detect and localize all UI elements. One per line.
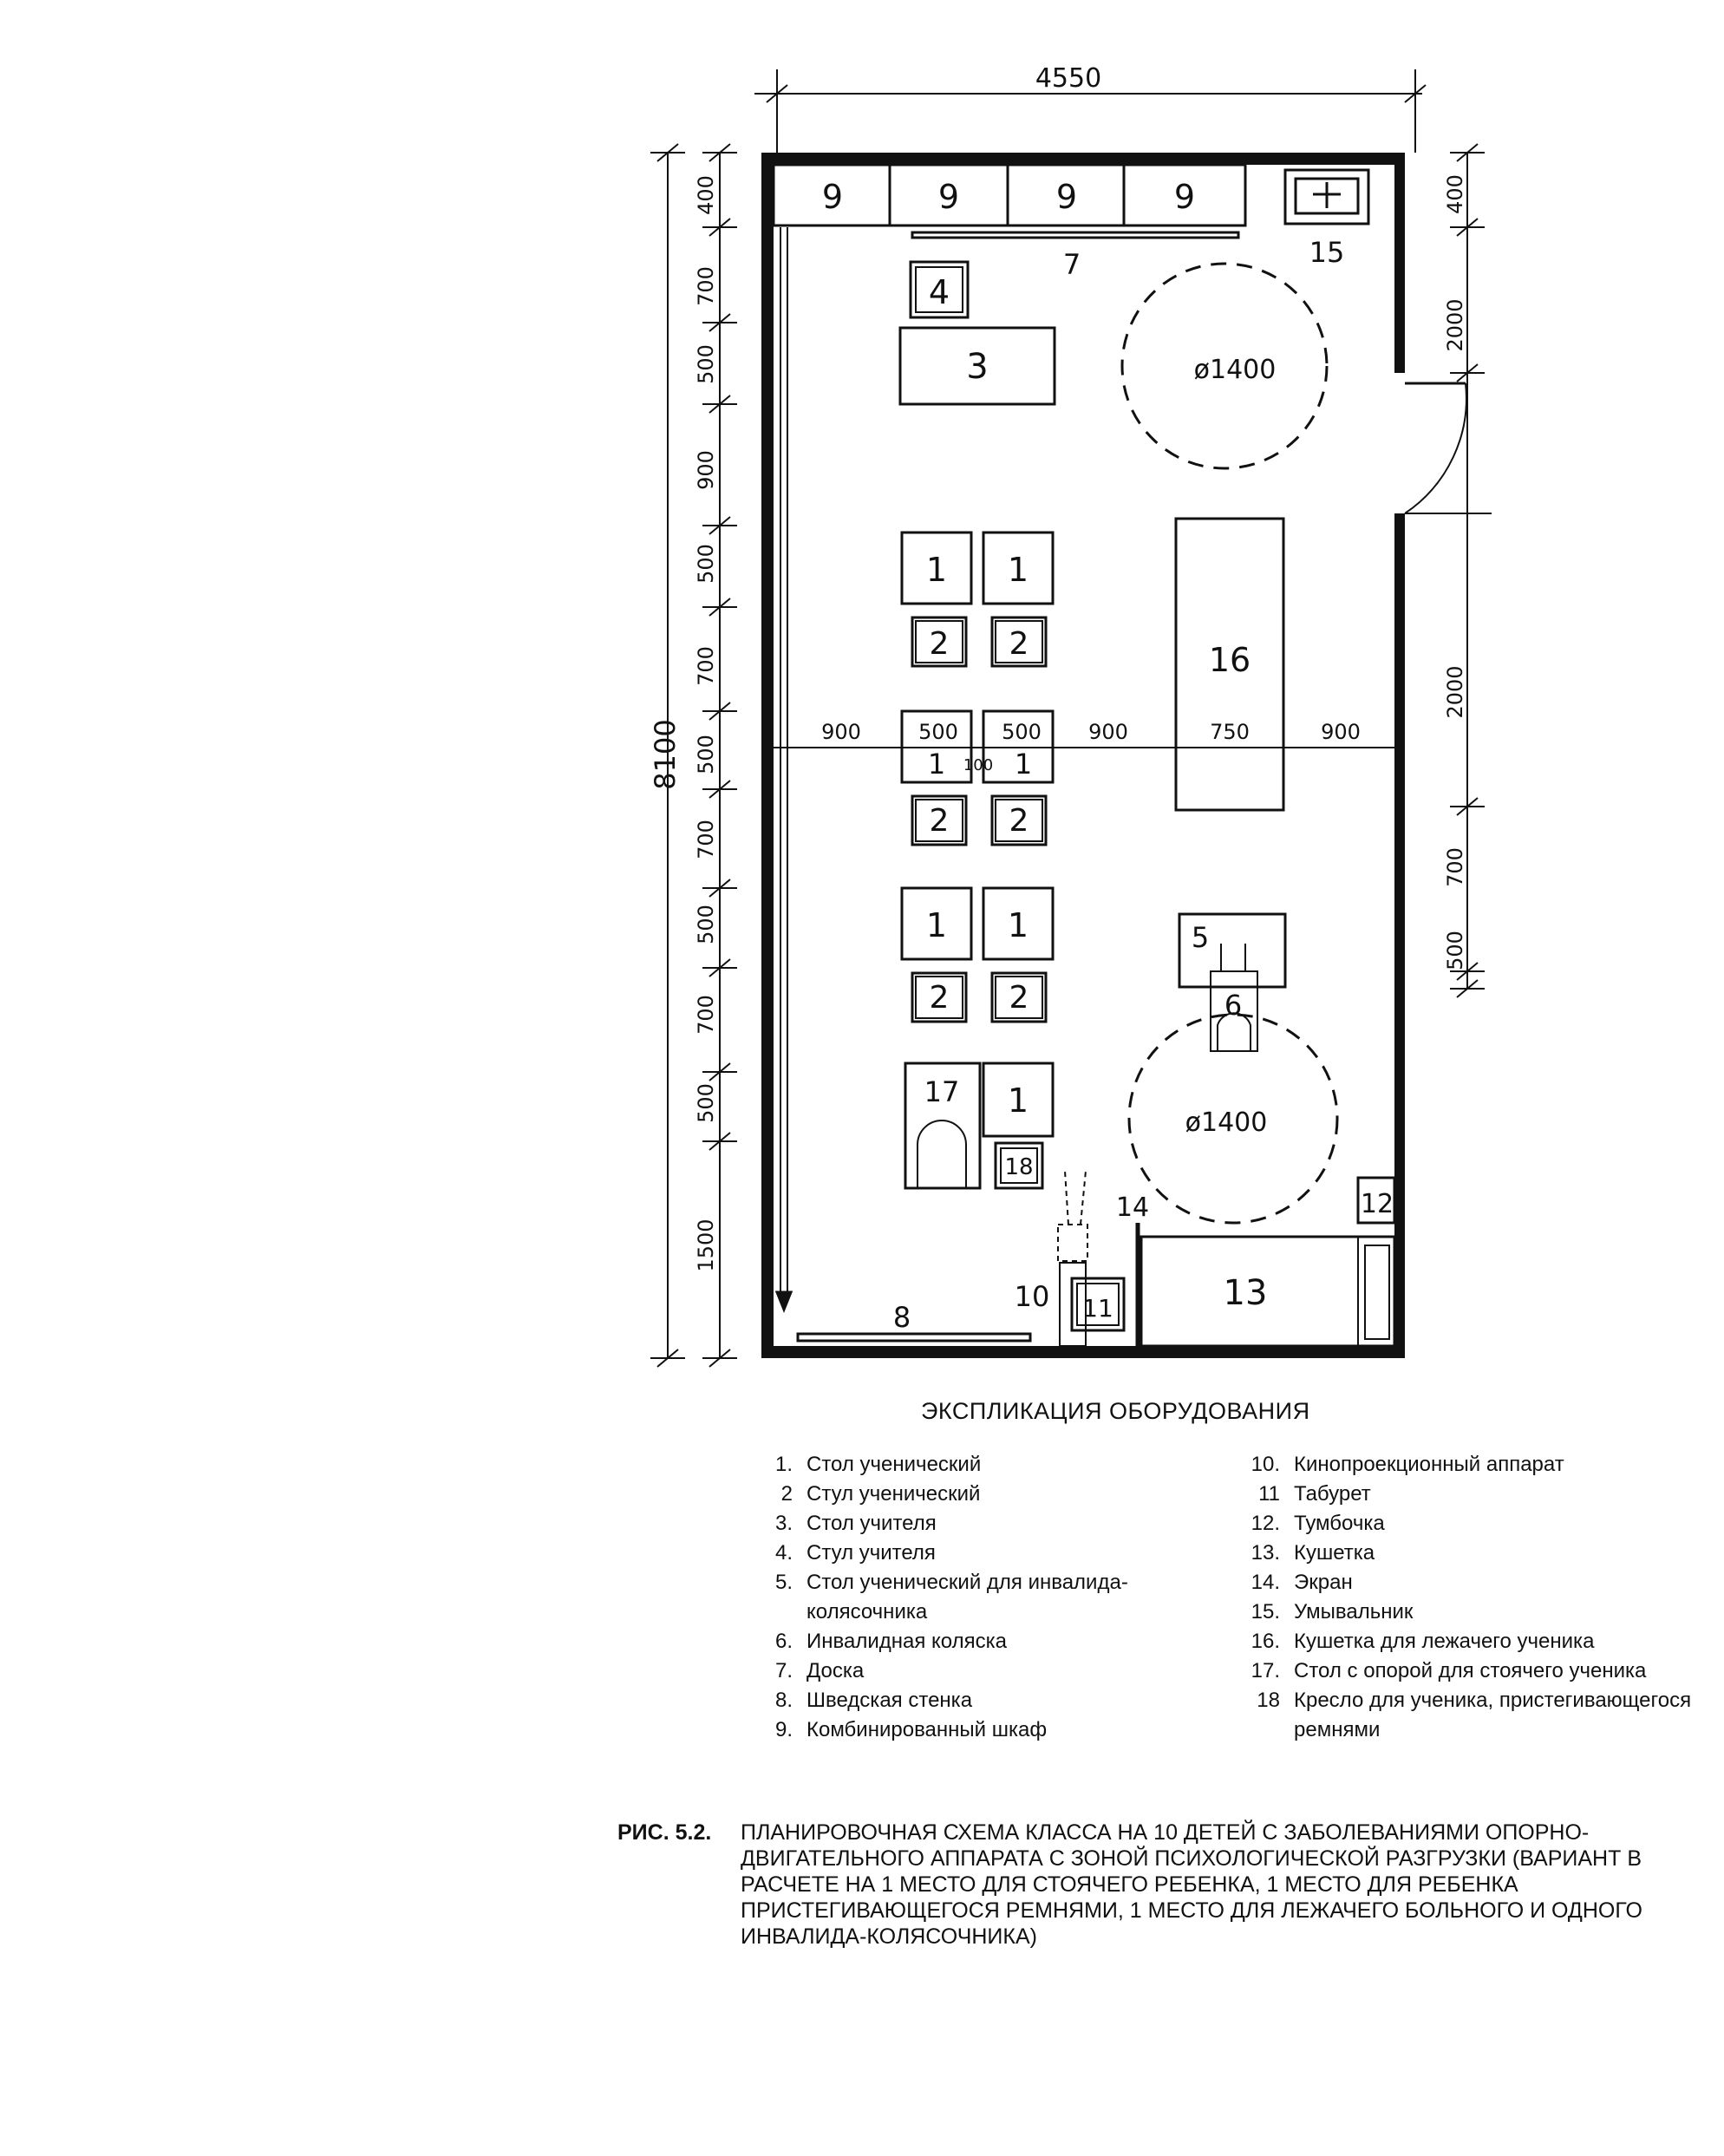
- label-1-r3a: 1: [925, 906, 948, 944]
- label-12: 12: [1360, 1189, 1394, 1219]
- left-dim-3: 900: [694, 450, 718, 490]
- legend-item-number: 2: [780, 1482, 793, 1506]
- legend-item-number: 12.: [1251, 1512, 1280, 1535]
- label-9a: 9: [821, 178, 844, 216]
- blackboard: [912, 232, 1238, 238]
- row-dim-4: 750: [1210, 720, 1250, 744]
- left-dim-7: 700: [694, 820, 718, 859]
- legend-item-number: 1.: [774, 1453, 793, 1476]
- caption-label: РИС. 5.2.: [617, 1820, 712, 1845]
- label-1-r1a: 1: [925, 551, 948, 589]
- legend-item-number: 17.: [1251, 1659, 1280, 1682]
- row-dim-3: 900: [1088, 720, 1128, 744]
- left-dim-2: 500: [694, 344, 718, 384]
- label-6: 6: [1224, 989, 1243, 1022]
- legend-item-text: Кушетка: [1294, 1541, 1375, 1565]
- legend-item: [1235, 1568, 1701, 1597]
- label-1-r4: 1: [1007, 1081, 1029, 1120]
- legend-item-number: 8.: [774, 1689, 793, 1712]
- label-8: 8: [892, 1301, 911, 1334]
- couch: [1141, 1237, 1394, 1346]
- label-2-r2a: 2: [929, 803, 950, 839]
- legend-left: [754, 1450, 1214, 1745]
- left-dim-5: 700: [694, 646, 718, 686]
- legend-item-number: 6.: [774, 1630, 793, 1653]
- left-dim-10: 500: [694, 1083, 718, 1123]
- legend-item-text: Стол учителя: [806, 1512, 937, 1535]
- legend-item: [754, 1539, 1214, 1568]
- legend-item-text: Шведская стенка: [806, 1689, 973, 1712]
- legend-item-text: Стул ученический: [806, 1482, 981, 1506]
- right-dim-4: 500: [1443, 931, 1467, 970]
- legend-item-text: Экран: [1294, 1571, 1353, 1594]
- left-dim-4: 500: [694, 544, 718, 584]
- legend-item: [754, 1509, 1214, 1539]
- label-1-r2b: 1: [1014, 748, 1033, 781]
- label-13: 13: [1223, 1273, 1268, 1313]
- legend-item-text: Стол с опорой для стоячего ученика: [1294, 1659, 1647, 1682]
- label-2-r3a: 2: [929, 980, 950, 1016]
- wash-basin: [1285, 170, 1368, 224]
- legend-item: [1235, 1686, 1701, 1745]
- circle-label-bottom: ø1400: [1185, 1107, 1268, 1138]
- legend-item: [1235, 1656, 1701, 1686]
- right-dim-0: 400: [1443, 174, 1467, 214]
- legend-item-text: Стол ученический для инвалида-колясочника: [806, 1571, 1128, 1624]
- left-dim-8: 500: [694, 905, 718, 944]
- label-5: 5: [1191, 921, 1210, 954]
- label-1-r3b: 1: [1007, 906, 1029, 944]
- legend-item: [754, 1656, 1214, 1686]
- left-dim-1: 700: [694, 266, 718, 306]
- label-14: 14: [1115, 1192, 1150, 1223]
- legend-item: [754, 1450, 1214, 1480]
- legend-item: [754, 1480, 1214, 1509]
- row-dim-1: 500: [918, 720, 958, 744]
- label-16: 16: [1208, 641, 1251, 679]
- legend-item-text: Кресло для ученика, пристегивающегося ремнями: [1294, 1689, 1692, 1741]
- legend-item-number: 16.: [1251, 1630, 1280, 1653]
- legend-item-text: Умывальник: [1294, 1600, 1414, 1624]
- walls: [761, 153, 1405, 1358]
- swedish-wall: [798, 1334, 1030, 1341]
- label-9c: 9: [1055, 178, 1078, 216]
- label-2-r1a: 2: [929, 626, 950, 662]
- label-1-r2a: 1: [927, 748, 946, 781]
- student-desks: [902, 532, 1053, 1136]
- legend-item-number: 7.: [774, 1659, 793, 1682]
- legend-item-number: 4.: [774, 1541, 793, 1565]
- overall-width-label: 4550: [1035, 63, 1102, 94]
- legend-item: [754, 1686, 1214, 1715]
- row-dim-5: 900: [1321, 720, 1361, 744]
- label-2-r3b: 2: [1009, 980, 1029, 1016]
- legend-item-number: 18: [1257, 1689, 1280, 1712]
- label-17: 17: [924, 1075, 960, 1108]
- legend-item-number: 13.: [1251, 1541, 1280, 1565]
- legend-right: [1235, 1450, 1701, 1745]
- left-dim-9: 700: [694, 995, 718, 1035]
- legend-item-number: 14.: [1251, 1571, 1280, 1594]
- legend-item-text: Стол ученический: [806, 1453, 982, 1476]
- label-4: 4: [928, 273, 950, 311]
- legend-item: [1235, 1450, 1701, 1480]
- legend-item-number: 11: [1258, 1482, 1280, 1506]
- legend-item-text: Тумбочка: [1294, 1512, 1385, 1535]
- label-1-r1b: 1: [1007, 551, 1029, 589]
- legend-item: [1235, 1480, 1701, 1509]
- label-9d: 9: [1173, 178, 1196, 216]
- label-10: 10: [1014, 1280, 1050, 1313]
- left-dim-0: 400: [694, 175, 718, 215]
- row-dim-2: 500: [1002, 720, 1042, 744]
- left-dim-11: 1500: [694, 1218, 718, 1272]
- caption-text: ПЛАНИРОВОЧНАЯ СХЕМА КЛАССА НА 10 ДЕТЕЙ С ЗАБОЛЕВАНИЯМИ ОПОРНО-ДВИГАТЕЛЬНОГО АППАРАТА С ЗОНОЙ ПСИХОЛОГИЧЕСКОЙ РАЗГРУЗКИ (ВАРИАНТ В РАСЧЕТЕ НА 1 МЕСТО ДЛЯ СТОЯЧЕГО РЕБЕНКА, 1 МЕСТО ДЛЯ РЕБЕНКА ПРИСТЕГИВАЮЩЕГОСЯ РЕМНЯМИ, 1 МЕСТО ДЛЯ ЛЕЖАЧЕГО БОЛЬНОГО И ОДНОГО ИНВАЛИДА-КОЛЯСОЧНИКА): [741, 1820, 1642, 1949]
- legend-item-text: Кушетка для лежачего ученика: [1294, 1630, 1595, 1653]
- legend-item: [754, 1627, 1214, 1656]
- legend-item-text: Комбинированный шкаф: [806, 1718, 1048, 1741]
- legend-item-text: Стул учителя: [806, 1541, 936, 1565]
- legend-item-text: Табурет: [1294, 1482, 1371, 1506]
- legend-item: [1235, 1539, 1701, 1568]
- legend-item-number: 15.: [1251, 1600, 1280, 1624]
- circle-label-top: ø1400: [1193, 355, 1277, 385]
- legend-item-number: 5.: [774, 1571, 793, 1594]
- right-dim-3: 700: [1443, 847, 1467, 887]
- tag-100: 100: [963, 756, 994, 774]
- label-15: 15: [1309, 236, 1345, 269]
- legend-item-text: Кинопроекционный аппарат: [1294, 1453, 1564, 1476]
- legend-item-number: 10.: [1251, 1453, 1280, 1476]
- door: [1405, 383, 1492, 513]
- label-9b: 9: [937, 178, 960, 216]
- legend-title: ЭКСПЛИКАЦИЯ ОБОРУДОВАНИЯ: [921, 1398, 1310, 1424]
- right-dim-2: 2000: [1443, 665, 1467, 719]
- legend-item: [754, 1715, 1214, 1745]
- left-dim-6: 500: [694, 735, 718, 774]
- label-18: 18: [1004, 1154, 1034, 1180]
- legend-item: [1235, 1597, 1701, 1627]
- label-7: 7: [1062, 248, 1081, 281]
- overall-height-label: 8100: [649, 719, 682, 790]
- legend-item-number: 3.: [774, 1512, 793, 1535]
- label-3: 3: [966, 347, 989, 387]
- legend-item-text: Доска: [806, 1659, 865, 1682]
- legend-item: [1235, 1509, 1701, 1539]
- right-dim-1: 2000: [1443, 298, 1467, 352]
- label-2-r1b: 2: [1009, 626, 1029, 662]
- label-11: 11: [1082, 1294, 1113, 1323]
- legend-item: [1235, 1627, 1701, 1656]
- legend-item-text: Инвалидная коляска: [806, 1630, 1007, 1653]
- row-dim-0: 900: [821, 720, 861, 744]
- figure-caption: [617, 1820, 1703, 1950]
- legend-item: [754, 1568, 1214, 1627]
- legend-item-number: 9.: [774, 1718, 793, 1741]
- label-2-r2b: 2: [1009, 803, 1029, 839]
